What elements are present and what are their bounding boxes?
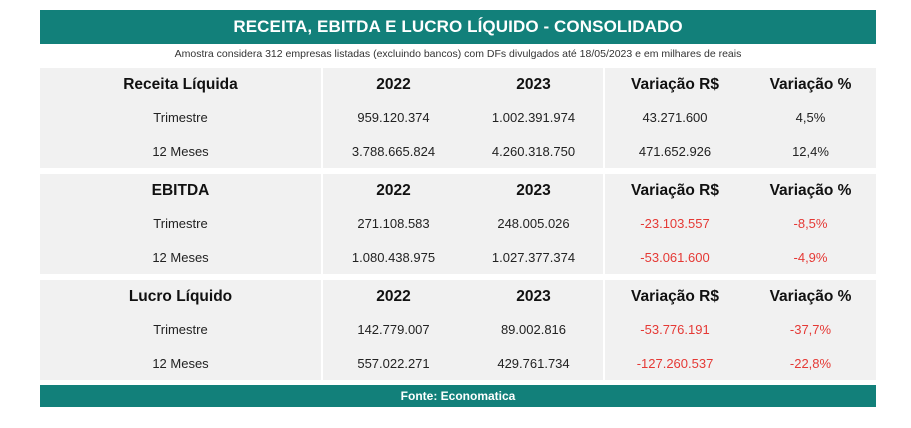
value-variacao-pct: 12,4%	[792, 143, 829, 159]
source-footer: Fonte: Economatica	[40, 385, 876, 407]
value-2023: 1.027.377.374	[464, 240, 605, 274]
column-header-2023: 2023	[464, 68, 605, 101]
row-period: Trimestre	[40, 101, 323, 134]
value-2023: 1.002.391.974	[464, 101, 605, 134]
section-label: EBITDA	[40, 174, 323, 207]
value-2022: 557.022.271	[357, 355, 430, 371]
column-header-2022: 2022	[376, 181, 411, 199]
value-variacao-pct: -8,5%	[793, 216, 828, 231]
value-variacao-pct: 4,5%	[795, 110, 826, 125]
section-receita-liquida	[40, 68, 876, 168]
row-period: 12 Meses	[40, 240, 323, 274]
value-variacao-pct: -37,7%	[789, 322, 832, 337]
row-period: Trimestre	[40, 313, 323, 346]
value-2023: 429.761.734	[464, 346, 605, 380]
value-2022: 3.788.665.824	[351, 143, 436, 159]
value-2022: 1.080.438.975	[351, 249, 436, 265]
value-variacao-pct: -4,9%	[793, 249, 828, 265]
column-header-variacao-pct: Variação %	[769, 181, 852, 199]
column-header-variacao-pct: Variação %	[769, 287, 852, 305]
section-label: Lucro Líquido	[40, 280, 323, 313]
value-variacao-rs: -127.260.537	[636, 355, 714, 371]
section-lucro-liquido	[40, 280, 876, 380]
column-header-variacao-rs: Variação R$	[631, 181, 719, 199]
column-header-variacao-rs: Variação R$	[631, 287, 719, 305]
row-period: Trimestre	[40, 207, 323, 240]
value-variacao-rs: 43.271.600	[642, 110, 708, 125]
value-variacao-rs: -23.103.557	[640, 216, 710, 231]
value-variacao-rs: -53.776.191	[640, 322, 710, 337]
column-header-2023: 2023	[464, 174, 605, 207]
value-variacao-rs: -53.061.600	[640, 249, 710, 265]
column-header-2023: 2023	[464, 280, 605, 313]
column-header-variacao-pct: Variação %	[769, 75, 852, 93]
table-title: RECEITA, EBITDA E LUCRO LÍQUIDO - CONSOLIDADO	[40, 10, 876, 44]
financial-table	[40, 10, 876, 407]
row-period: 12 Meses	[40, 346, 323, 380]
column-header-variacao-rs: Variação R$	[631, 75, 719, 93]
value-2022: 142.779.007	[357, 322, 430, 337]
value-variacao-rs: 471.652.926	[638, 143, 712, 159]
column-header-2022: 2022	[376, 287, 411, 305]
section-ebitda	[40, 174, 876, 274]
value-2022: 959.120.374	[357, 110, 430, 125]
section-label: Receita Líquida	[40, 68, 323, 101]
value-2023: 4.260.318.750	[464, 134, 605, 168]
value-2023: 89.002.816	[464, 313, 605, 346]
table-subtitle: Amostra considera 312 empresas listadas (excluindo bancos) com DFs divulgados até 18/05/2023 e em milhares de reais	[174, 48, 742, 60]
column-header-2022: 2022	[376, 75, 411, 93]
value-2023: 248.005.026	[464, 207, 605, 240]
value-2022: 271.108.583	[357, 216, 430, 231]
row-period: 12 Meses	[40, 134, 323, 168]
value-variacao-pct: -22,8%	[789, 355, 832, 371]
